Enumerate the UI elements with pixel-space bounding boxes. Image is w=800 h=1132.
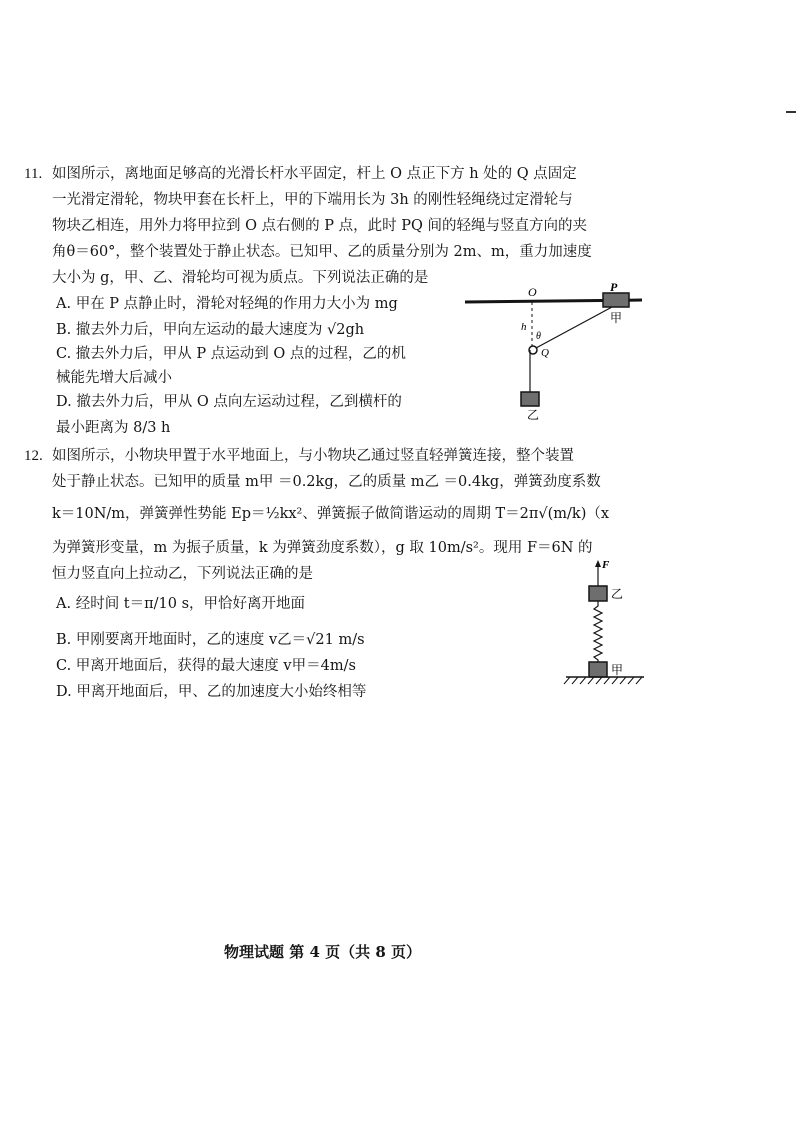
q11-line-2: 一光滑定滑轮，物块甲套在长杆上，甲的下端用长为 3h 的刚性轻绳绕过定滑轮与 [52,192,573,208]
q12-line-1: 如图所示，小物块甲置于水平地面上，与小物块乙通过竖直轻弹簧连接，整个装置 [52,448,574,464]
q12-option-b: B. 甲刚要离开地面时，乙的速度 v乙＝√21 m/s [56,632,365,648]
q12-option-c: C. 甲离开地面后，获得的最大速度 v甲＝4m/s [56,658,356,674]
q11-line-3: 物块乙相连，用外力将甲拉到 O 点右侧的 P 点，此时 PQ 间的轻绳与竖直方向的夹 [52,218,587,234]
q11-line-4: 角θ＝60°，整个装置处于静止状态。已知甲、乙的质量分别为 2m、m，重力加速度 [52,244,592,260]
q12-option-a: A. 经时间 t＝π/10 s，甲恰好离开地面 [56,596,306,612]
rope-pq [536,307,612,348]
q12-line-4: 为弹簧形变量，m 为振子质量，k 为弹簧劲度系数），g 取 10m/s²。现用 F＝6N 的 [52,540,593,556]
block-jia [589,662,607,677]
spring [594,601,602,662]
label-yi: 乙 [527,408,540,422]
block-yi [521,392,539,406]
scan-mark [786,111,796,113]
label-o: O [528,285,537,299]
q11-line-1: 如图所示，离地面足够高的光滑长杆水平固定，杆上 O 点正下方 h 处的 Q 点固定 [52,166,577,182]
label-theta: θ [536,331,541,342]
force-arrow-head [595,560,601,567]
label-h: h [521,321,527,333]
label-jia: 甲 [611,663,624,677]
q12-number: 12. [24,448,43,464]
label-f: F [602,559,610,571]
label-q: Q [541,347,549,359]
q11-option-d-cont: 最小距离为 8/3 h [56,420,171,436]
q12-line-2: 处于静止状态。已知甲的质量 m甲 ＝0.2kg，乙的质量 m乙 ＝0.4kg，弹簧劲度系数 [52,474,601,490]
block-jia [603,293,629,307]
q11-figure [460,282,650,432]
q11-option-b: B. 撤去外力后，甲向左运动的最大速度为 √2gh [56,322,365,338]
block-yi [589,586,607,601]
q11-line-5: 大小为 g，甲、乙、滑轮均可视为质点。下列说法正确的是 [52,270,429,286]
q11-option-d: D. 撤去外力后，甲从 O 点向左运动过程，乙到横杆的 [56,394,402,410]
q12-figure [560,556,656,692]
label-jia: 甲 [610,311,623,325]
q12-option-d: D. 甲离开地面后，甲、乙的加速度大小始终相等 [56,684,367,700]
q11-option-a: A. 甲在 P 点静止时，滑轮对轻绳的作用力大小为 mg [56,296,398,312]
label-yi: 乙 [611,587,624,601]
q12-line-3: k＝10N/m，弹簧弹性势能 Ep＝½kx²、弹簧振子做简谐运动的周期 T＝2π√(m/k)（x [52,506,610,522]
page-footer: 物理试题 第 4 页（共 8 页） [224,943,421,961]
ground-hatching [564,677,642,684]
q12-line-5: 恒力竖直向上拉动乙，下列说法正确的是 [52,566,313,582]
label-p: P [610,282,618,294]
q11-option-c-cont: 械能先增大后减小 [56,370,172,386]
q11-number: 11. [24,166,43,182]
q11-option-c: C. 撤去外力后，甲从 P 点运动到 O 点的过程，乙的机 [56,346,406,362]
